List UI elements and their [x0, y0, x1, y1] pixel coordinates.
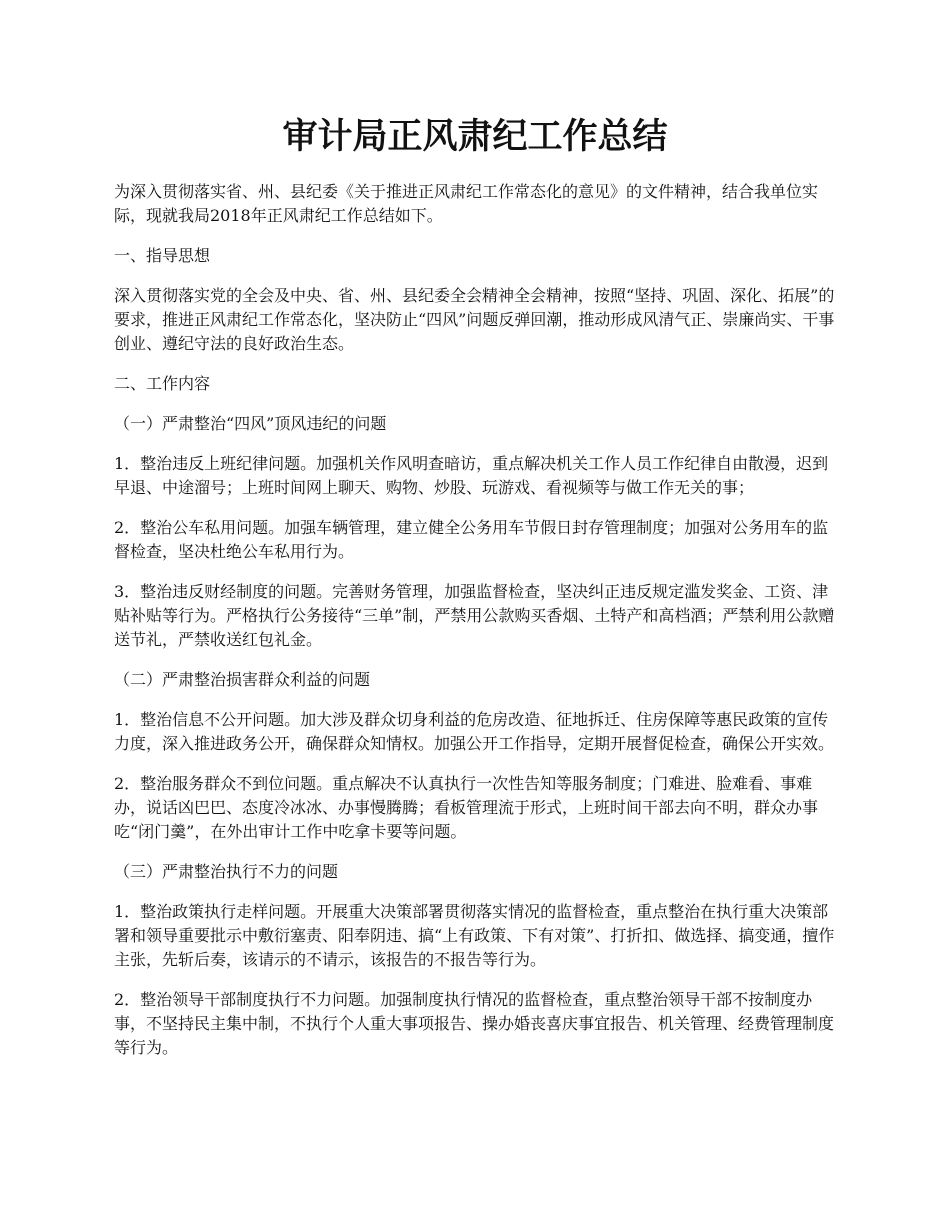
item-information-disclosure: 1．整治信息不公开问题。加大涉及群众切身利益的危房改造、征地拆迁、住房保障等惠民政策的宣传力度，深入推进政务公开，确保群众知情权。加强公开工作指导，定期开展督促检查，确保公开实效。 — [114, 710, 835, 753]
intro-paragraph: 为深入贯彻落实省、州、县纪委《关于推进正风肃纪工作常态化的意见》的文件精神，结合我单位实际，现就我局2018年正风肃纪工作总结如下。 — [114, 182, 819, 225]
item-public-service: 2．整治服务群众不到位问题。重点解决不认真执行一次性告知等服务制度；门难进、脸难看、事难办，说话凶巴巴、态度冷冰冰、办事慢腾腾；看板管理流于形式，上班时间干部去向不明，群众办事吃“闭门羹”，在外出审计工作中吃拿卡要等问题。 — [114, 774, 819, 841]
guiding-ideology-paragraph: 深入贯彻落实党的全会及中央、省、州、县纪委全会精神全会精神，按照“坚持、巩固、深化、拓展”的要求，推进正风肃纪工作常态化，坚决防止“四风”问题反弹回潮，推动形成风清气正、崇廉尚实、干事创业、遵纪守法的良好政治生态。 — [114, 286, 835, 353]
item-leader-system-execution: 2．整治领导干部制度执行不力问题。加强制度执行情况的监督检查，重点整治领导干部不按制度办事，不坚持民主集中制，不执行个人重大事项报告、操办婚丧喜庆事宜报告、机关管理、经费管理制度等行为。 — [114, 990, 835, 1057]
subsection-heading-four-winds: （一）严肃整治“四风”顶风违纪的问题 — [114, 414, 387, 433]
item-policy-execution: 1．整治政策执行走样问题。开展重大决策部署贯彻落实情况的监督检查，重点整治在执行重大决策部署和领导重要批示中敷衍塞责、阳奉阴违、搞“上有政策、下有对策”、打折扣、做选择、搞变通，擅作主张，先斩后奏，该请示的不请示，该报告的不报告等行为。 — [114, 902, 835, 969]
item-financial-rules: 3．整治违反财经制度的问题。完善财务管理，加强监督检查，坚决纠正违反规定滥发奖金、工资、津贴补贴等行为。严格执行公务接待“三单”制，严禁用公款购买香烟、土特产和高档酒；严禁利用公款赠送节礼，严禁收送红包礼金。 — [114, 582, 835, 649]
subsection-heading-execution: （三）严肃整治执行不力的问题 — [114, 862, 339, 881]
subsection-heading-public-interest: （二）严肃整治损害群众利益的问题 — [114, 670, 371, 689]
section-heading-work-content: 二、工作内容 — [114, 374, 211, 393]
document-body — [114, 180, 844, 1076]
item-work-discipline: 1．整治违反上班纪律问题。加强机关作风明查暗访，重点解决机关工作人员工作纪律自由散漫，迟到早退、中途溜号；上班时间网上聊天、购物、炒股、玩游戏、看视频等与做工作无关的事； — [114, 454, 829, 497]
item-official-vehicles: 2．整治公车私用问题。加强车辆管理，建立健全公务用车节假日封存管理制度；加强对公务用车的监督检查，坚决杜绝公车私用行为。 — [114, 518, 829, 561]
document-title: 审计局正风肃纪工作总结 — [282, 117, 668, 157]
section-heading-guiding-ideology: 一、指导思想 — [114, 246, 211, 265]
